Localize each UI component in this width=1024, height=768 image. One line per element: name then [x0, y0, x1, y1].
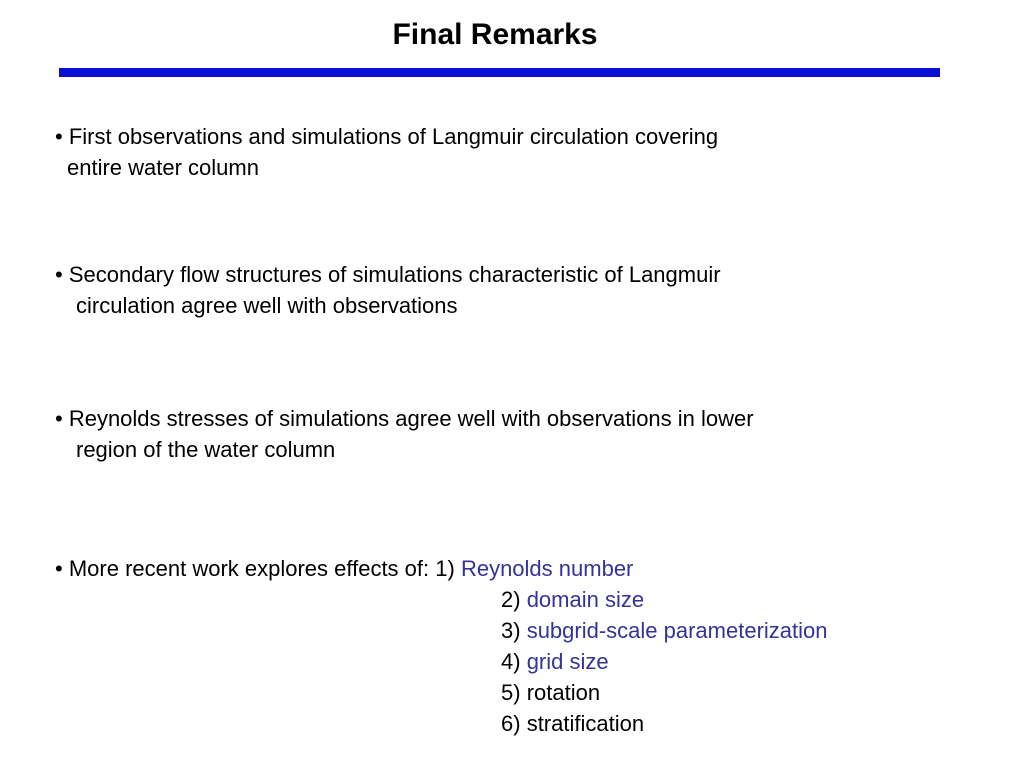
title-divider	[59, 68, 940, 77]
effect-item-6	[501, 708, 828, 739]
bullet-text-line1: First observations and simulations of Langmuir circulation covering	[68, 124, 719, 149]
effect-item-2	[501, 584, 828, 615]
bullet-icon: •	[55, 262, 63, 287]
bullet-icon: •	[55, 124, 63, 149]
effect-item-label: domain size	[526, 587, 645, 612]
effect-item-number: 5)	[501, 680, 521, 705]
effect-item-number: 4)	[501, 649, 521, 674]
effect-item-label: subgrid-scale parameterization	[526, 618, 828, 643]
effect-item-number: 6)	[501, 711, 521, 736]
bullet-point	[55, 403, 754, 465]
effect-item-label: stratification	[526, 711, 645, 736]
effect-item-3	[501, 615, 828, 646]
bullet-icon: •	[55, 406, 63, 431]
effect-item-label: rotation	[526, 680, 601, 705]
bullet-point	[55, 259, 721, 321]
effect-item-number: 3)	[501, 618, 521, 643]
bullet-text-line2: entire water column	[67, 155, 259, 180]
effect-item-label: grid size	[526, 649, 609, 674]
bullet-point	[55, 121, 718, 183]
effect-item-4	[501, 646, 828, 677]
slide-title: Final Remarks	[392, 18, 598, 51]
effect-item-number: 2)	[501, 587, 521, 612]
effect-item-1-number: 1)	[435, 556, 455, 581]
bullet-text-line1: Reynolds stresses of simulations agree well with observations in lower	[68, 406, 754, 431]
bullet-text-line1: Secondary flow structures of simulations characteristic of Langmuir	[68, 262, 721, 287]
bullet-text-line2: region of the water column	[76, 437, 336, 462]
effect-item-5	[501, 677, 828, 708]
bullet-icon: •	[55, 556, 63, 581]
bullet-point-effects	[55, 553, 633, 584]
bullet-text-line2: circulation agree well with observations	[76, 293, 458, 318]
effects-intro: More recent work explores effects of:	[68, 556, 430, 581]
effect-item-1-label: Reynolds number	[460, 556, 634, 581]
effects-list	[501, 584, 828, 739]
